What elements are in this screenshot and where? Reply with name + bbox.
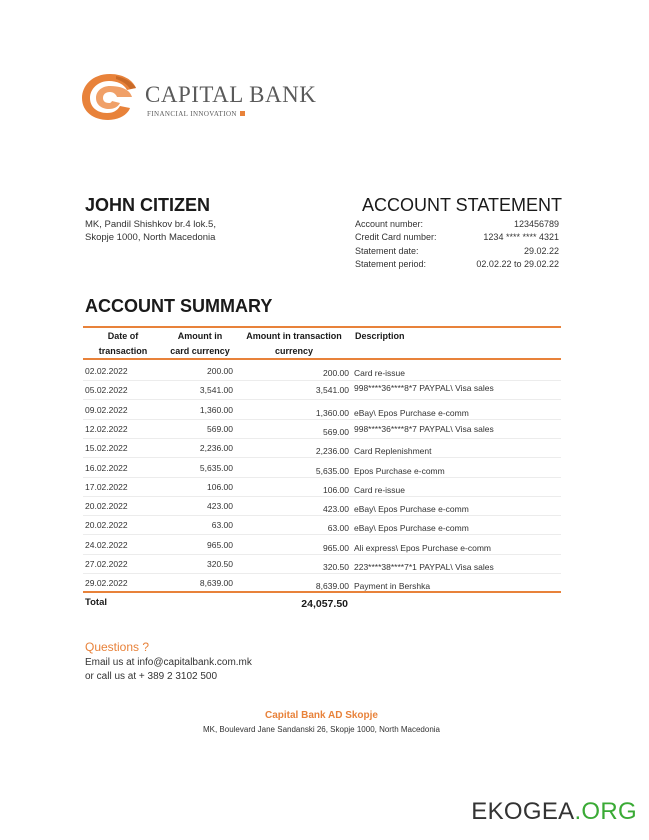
info-value: 123456789 [513,219,559,229]
watermark-domain: .ORG [574,798,637,825]
cell-description: Card re-issue [354,368,406,378]
cell-description: 223****38****7*1 PAYPAL\ Visa sales [354,562,494,572]
cell-description: 998****36****8*7 PAYPAL\ Visa sales [354,424,494,434]
footer-bank-text: Capital Bank AD Skopje [265,710,378,721]
cell-description: eBay\ Epos Purchase e-comm [354,523,469,533]
statement-title: ACCOUNT STATEMENT [362,195,563,215]
account-number-row [355,219,559,231]
total-value: 24,057.50 [301,598,348,610]
cell-card-amount: 965.00 [207,540,233,550]
table-row [83,497,561,516]
col-header-line: currency [274,346,314,356]
info-value: 29.02.22 [523,246,559,256]
cell-date: 16.02.2022 [85,463,128,473]
table-row [83,478,561,497]
cell-card-amount: 3,541.00 [199,385,233,395]
cell-card-amount: 2,236.00 [199,443,233,453]
email-line: Email us at info@capitalbank.com.mk [85,657,252,668]
cell-date: 09.02.2022 [85,405,128,415]
table-row [83,536,561,555]
col-header-date [88,329,158,359]
col-header-line: transaction [98,346,148,356]
cell-description: Ali express\ Epos Purchase e-comm [354,543,491,553]
cell-card-amount: 423.00 [207,501,233,511]
cell-description: eBay\ Epos Purchase e-comm [354,504,469,514]
cell-tx-amount: 569.00 [323,427,349,437]
cell-card-amount: 569.00 [207,424,233,434]
table-row [83,459,561,478]
cell-tx-amount: 5,635.00 [315,466,349,476]
cell-tx-amount: 320.50 [323,562,349,572]
cell-date: 17.02.2022 [85,482,128,492]
table-row [83,516,561,535]
cell-date: 29.02.2022 [85,578,128,588]
capital-bank-logo-icon [80,70,140,122]
watermark [471,798,637,826]
bank-tagline [147,110,245,118]
cell-tx-amount: 965.00 [323,543,349,553]
col-header-line: Amount in [177,331,223,341]
questions-title: Questions ? [85,640,150,654]
info-label: Account number: [355,219,424,229]
cell-date: 24.02.2022 [85,540,128,550]
cell-date: 20.02.2022 [85,520,128,530]
cell-card-amount: 5,635.00 [199,463,233,473]
summary-title: ACCOUNT SUMMARY [85,296,273,316]
footer-bank-name [0,710,649,721]
cell-tx-amount: 3,541.00 [315,385,349,395]
cell-date: 20.02.2022 [85,501,128,511]
col-header-card-amount [165,329,235,359]
tagline-square-icon [240,111,245,116]
info-value: 1234 **** **** 4321 [483,232,559,242]
table-row [83,381,561,400]
info-label: Credit Card number: [355,232,437,242]
info-label: Statement date: [355,246,419,256]
cell-description: eBay\ Epos Purchase e-comm [354,408,469,418]
bank-logo [80,70,320,122]
info-label: Statement period: [355,259,427,269]
total-label: Total [85,597,107,608]
col-header-description: Description [355,331,405,341]
col-header-line: card currency [170,346,230,356]
tagline-text: FINANCIAL INNOVATION [147,110,237,118]
table-row [83,362,561,381]
card-number-row [355,232,559,244]
cell-description: Payment in Bershka [354,581,431,591]
phone-line: or call us at + 389 2 3102 500 [85,671,218,682]
watermark-main: EKOGEA [471,798,575,825]
cell-description: Card re-issue [354,485,406,495]
cell-tx-amount: 2,236.00 [315,446,349,456]
statement-date-row [355,246,559,258]
cell-card-amount: 200.00 [207,366,233,376]
table-row [83,401,561,420]
col-header-line: Date of [107,331,139,341]
cell-tx-amount: 106.00 [323,485,349,495]
customer-name: JOHN CITIZEN [85,195,211,215]
table-top-rule [83,326,561,328]
info-value: 02.02.22 to 29.02.22 [476,259,559,269]
bank-name: CAPITAL BANK [145,82,317,107]
cell-date: 27.02.2022 [85,559,128,569]
cell-card-amount: 320.50 [207,559,233,569]
cell-description: 998****36****8*7 PAYPAL\ Visa sales [354,383,494,393]
cell-card-amount: 106.00 [207,482,233,492]
cell-description: Card Replenishment [354,446,432,456]
cell-date: 12.02.2022 [85,424,128,434]
cell-card-amount: 63.00 [211,520,233,530]
cell-date: 05.02.2022 [85,385,128,395]
cell-tx-amount: 423.00 [323,504,349,514]
table-row [83,555,561,574]
cell-tx-amount: 1,360.00 [315,408,349,418]
cell-card-amount: 8,639.00 [199,578,233,588]
table-row [83,420,561,439]
table-row [83,439,561,458]
cell-tx-amount: 200.00 [323,368,349,378]
table-bottom-rule [83,591,561,593]
statement-period-row [355,259,559,271]
cell-date: 15.02.2022 [85,443,128,453]
col-header-line: Amount in transaction [246,331,342,341]
customer-address-line1: MK, Pandil Shishkov br.4 lok.5, [85,219,216,230]
cell-description: Epos Purchase e-comm [354,466,445,476]
table-header-rule [83,358,561,360]
cell-tx-amount: 63.00 [327,523,349,533]
footer-address-text: MK, Boulevard Jane Sandanski 26, Skopje 1000, North Macedonia [202,725,441,734]
customer-address-line2: Skopje 1000, North Macedonia [85,232,216,243]
cell-tx-amount: 8,639.00 [315,581,349,591]
cell-date: 02.02.2022 [85,366,128,376]
col-header-tx-amount [240,329,348,359]
cell-card-amount: 1,360.00 [199,405,233,415]
footer-address [0,725,649,734]
